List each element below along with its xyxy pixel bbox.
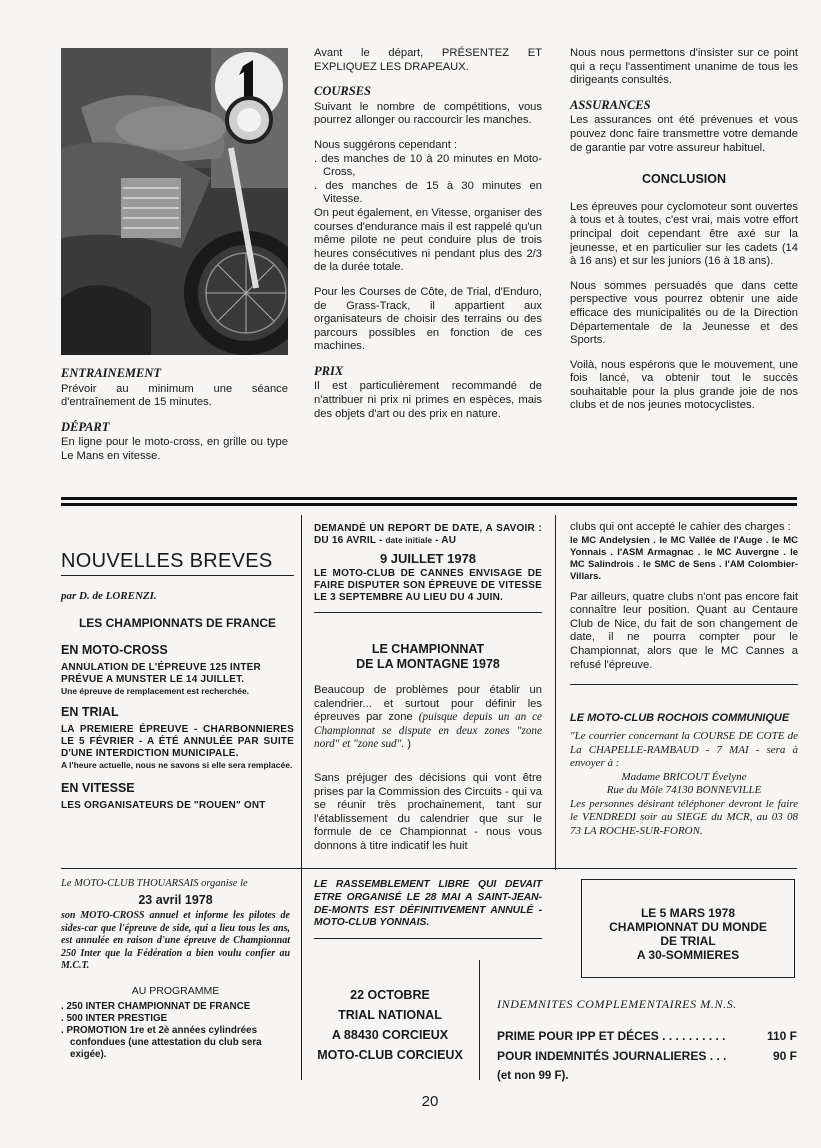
separator-rule-top [61, 497, 797, 500]
trial-monde-line4: A 30-SOMMIERES [636, 948, 740, 962]
conclusion-heading: CONCLUSION [641, 172, 727, 187]
motocross-heading: EN MOTO-CROSS [61, 643, 168, 657]
programme-list [61, 1001, 290, 1061]
indemnites-section [497, 997, 797, 1086]
separator-rule-bottom [61, 503, 797, 506]
motorcycle-image [61, 48, 288, 355]
courses-list [314, 153, 542, 207]
column-divider-right [555, 515, 556, 870]
corcieux-line3: A 88430 CORCIEUX [331, 1028, 449, 1042]
trial-monde-line3: DE TRIAL [660, 934, 716, 948]
motocross-text: ANNULATION DE L'ÉPREUVE 125 INTER PRÉVUE A MUNSTER LE 14 JUILLET. [61, 662, 261, 685]
rochois-title: LE MOTO-CLUB ROCHOIS COMMUNIQUE [570, 712, 790, 724]
trial-heading: EN TRIAL [61, 705, 119, 719]
indemnites-row-1 [497, 1026, 797, 1046]
conclusion-paragraph-3: Voilà, nous espérons que le mouvement, une fois lancé, va obtenir tout le succès souhaitable pour la plus grande joie de nos clubs et de nos jeunes motocyclistes. [570, 358, 798, 412]
prix-heading: PRIX [314, 363, 344, 378]
assurances-text: Les assurances ont été prévenues et vous pouvez donc faire transmettre votre demande de garantie par votre assureur habituel. [570, 114, 798, 154]
trial-monde-box [581, 879, 795, 978]
montagne-title-1: LE CHAMPIONNAT [371, 642, 485, 656]
depart-heading: DÉPART [61, 419, 110, 434]
programme-item: . 250 INTER CHAMPIONNAT DE FRANCE [61, 1000, 251, 1012]
breves-title: NOUVELLES BREVES [61, 550, 294, 576]
programme-heading: AU PROGRAMME [131, 984, 220, 997]
rochois-address: Rue du Môle 74130 BONNEVILLE [606, 784, 762, 796]
montagne-paragraph-2: Sans préjuger des décisions qui vont être prises par la Commission des Circuits - qui va se réunir très prochainement, tant sur l'établissement du calendrier que sur le formule de ce Championnat - nous vous donnons à titre indicatif les huit [314, 771, 542, 852]
courses-paragraph-2: Nous suggérons cependant : [314, 138, 458, 151]
indemnites-row-1-value: 110 F [766, 1029, 797, 1043]
report-text-2: LE MOTO-CLUB DE CANNES ENVISAGE DE FAIRE DISPUTER SON ÉPREUVE DE VITESSE LE 3 SEPTEMBRE AU LIEU DU 4 JUIN. [314, 568, 542, 603]
motorcycle-photo [61, 48, 288, 355]
report-text-1: DEMANDÉ UN REPORT DE DATE, A SAVOIR : DU 16 AVRIL - date initiale - AU [314, 523, 542, 546]
clubs-rule [570, 684, 798, 685]
indemnites-row-2 [497, 1046, 797, 1066]
breves-byline: par D. de LORENZI. [61, 590, 157, 602]
lower-band-rule [61, 868, 797, 869]
report-date: 9 JUILLET 1978 [379, 551, 477, 566]
corcieux-section [301, 985, 479, 1065]
indemnites-row-2-value: 90 F [772, 1049, 797, 1063]
conclusion-paragraph-1: Les épreuves pour cyclomoteur sont ouvertes à tous et à toutes, c'est vrai, mais votre effort principal doit cependant être axé sur la jeunesse, et en particulier sur les cadets (14 à 16 ans) et sur les juniors (16 à 18 ans). [570, 200, 798, 268]
montagne-title-2: DE LA MONTAGNE 1978 [356, 657, 500, 671]
page-number: 20 [421, 1093, 439, 1110]
insister-intro: Nous nous permettons d'insister sur ce point qui a reçu l'assentiment unanime de tous les dirigeants consultés. [570, 47, 798, 87]
courses-paragraph-4: Pour les Courses de Côte, de Trial, d'Enduro, de Grass-Track, il appartient aux organisateurs de choisir des terrains ou des parcours possibles en fonction de ces machines. [314, 285, 542, 353]
clubs-list: le MC Andelysien . le MC Vallée de l'Auge . le MC Yonnais . l'ASM Armagnac . le MC Auvergne . le MC Salindrois . le SMC de Sens . l'AM Colombier-Villars. [570, 534, 798, 582]
programme-item: . PROMOTION 1re et 2è années cylindrées confondues (une attestation du club sera exigée). [61, 1024, 262, 1060]
programme-item: . 500 INTER PRESTIGE [61, 1012, 168, 1024]
trial-text: LA PREMIERE ÉPREUVE - CHARBONNIERES LE 5 FÉVRIER - A ÉTÉ ANNULÉE PAR SUITE D'UNE INTERDICTION MUNICIPALE. [61, 724, 294, 759]
depart-text: En ligne pour le moto-cross, en grille ou type Le Mans en vitesse. [61, 436, 288, 462]
clubs-intro: clubs qui ont accepté le cahier des charges : [570, 521, 791, 533]
prix-text: Il est particulièrement recommandé de n'attribuer ni prix ni primes en espèces, mais des objets d'art ou des prix en nature. [314, 380, 542, 420]
vitesse-heading: EN VITESSE [61, 781, 135, 795]
clubs-paragraph-2: Par ailleurs, quatre clubs n'ont pas encore fait connaître leur position. Quant au Centaure Club de Nice, du fait de son changement de date, il ne pourra compter pour le Championnat, alors que le MC Cannes a refusé l'épreuve. [570, 590, 798, 671]
rochois-text-1: "Le courrier concernant la COURSE DE COTE de La CHAPELLE-RAMBAUD - 7 MAI - sera à envoyer à : [570, 730, 798, 769]
corcieux-line4: MOTO-CLUB CORCIEUX [317, 1048, 463, 1062]
courses-heading: COURSES [314, 84, 371, 99]
rassemblement-text: LE RASSEMBLEMENT LIBRE QUI DEVAIT ETRE ORGANISÉ LE 28 MAI A SAINT-JEAN-DE-MONTS EST DÉFINITIVEMENT ANNULÉ - MOTO-CLUB YONNAIS. [314, 879, 542, 929]
thouarsais-date: 23 avril 1978 [138, 893, 213, 907]
rassemblement-rule [314, 938, 542, 939]
corcieux-line1: 22 OCTOBRE [350, 988, 430, 1002]
entrainement-text: Prévoir au minimum une séance d'entraînement de 15 minutes. [61, 382, 288, 409]
trial-note: A l'heure actuelle, nous ne savons si elle sera remplacée. [61, 760, 293, 770]
drapeaux-intro: Avant le départ, PRÉSENTEZ ET EXPLIQUEZ LES DRAPEAUX. [314, 47, 542, 73]
rochois-name: Madame BRICOUT Évelyne [621, 770, 747, 783]
courses-list-item: . des manches de 10 à 20 minutes en Moto-Cross, [314, 152, 542, 179]
assurances-heading: ASSURANCES [570, 97, 651, 112]
corcieux-line2: TRIAL NATIONAL [338, 1008, 442, 1022]
report-rule [314, 612, 542, 613]
indemnites-title: INDEMNITES COMPLEMENTAIRES M.N.S. [497, 997, 737, 1011]
report-section [314, 523, 542, 613]
montagne-section [314, 642, 542, 854]
trial-monde-line2: CHAMPIONNAT DU MONDE [609, 920, 767, 934]
montagne-paragraph-1: Beaucoup de problèmes pour établir un calendrier... et surtout pour définir les épreuves par zone (puisque depuis un an ce Championnat se dispute en deux zones "zone nord" et "zone sud". ) [314, 684, 543, 751]
courses-paragraph-1: Suivant le nombre de compétitions, vous pourrez allonger ou raccourcir les manches. [314, 100, 542, 127]
courses-list-item: . des manches de 15 à 30 minutes en Vitesse. [314, 179, 542, 206]
corcieux-divider [479, 960, 480, 1080]
thouarsais-line1: Le MOTO-CLUB THOUARSAIS organise le [61, 878, 248, 889]
rochois-text-2: Les personnes désirant téléphoner devront le faire le VENDREDI soir au SIEGE du MCR, au 03 08 73 LA ROCHE-SUR-FORON. [570, 797, 798, 837]
championnats-heading: LES CHAMPIONNATS DE FRANCE [78, 616, 277, 630]
breves-section [61, 550, 294, 812]
clubs-section [570, 521, 798, 695]
rochois-section [570, 712, 798, 838]
vitesse-text: LES ORGANISATEURS DE "ROUEN" ONT [61, 800, 266, 811]
thouarsais-text: son MOTO-CROSS annuel et informe les pilotes de sides-car que l'épreuve de side, qui a lieu tous les ans, est annulée en raison d'une épreuve de Championnat 250 Inter que la Fédération a bien voulu confier au M.C.T. [61, 910, 290, 971]
indemnites-row-2-label: POUR INDEMNITÉS JOURNALIERES . . . [497, 1049, 727, 1063]
indemnites-note: (et non 99 F). [497, 1070, 569, 1082]
motocross-note: Une épreuve de remplacement est recherchée. [61, 686, 250, 696]
trial-monde-line1: LE 5 MARS 1978 [640, 906, 736, 920]
courses-paragraph-3: On peut également, en Vitesse, organiser des courses d'endurance mais il est rappelé qu'un même pilote ne peut conduire plus de trois heures consécutives ni pendant plus des 2/3 de la durée totale. [314, 206, 542, 274]
thouarsais-section [61, 878, 290, 1061]
indemnites-row-1-label: PRIME POUR IPP ET DÉCES . . . . . . . . . . [497, 1029, 726, 1043]
entrainement-heading: ENTRAINEMENT [61, 366, 162, 380]
rassemblement-section [314, 879, 542, 939]
conclusion-paragraph-2: Nous sommes persuadés que dans cette perspective vous pourrez obtenir une aide efficace des municipalités ou de la Direction Départementale de la Jeunesse et des Sports. [570, 279, 798, 347]
